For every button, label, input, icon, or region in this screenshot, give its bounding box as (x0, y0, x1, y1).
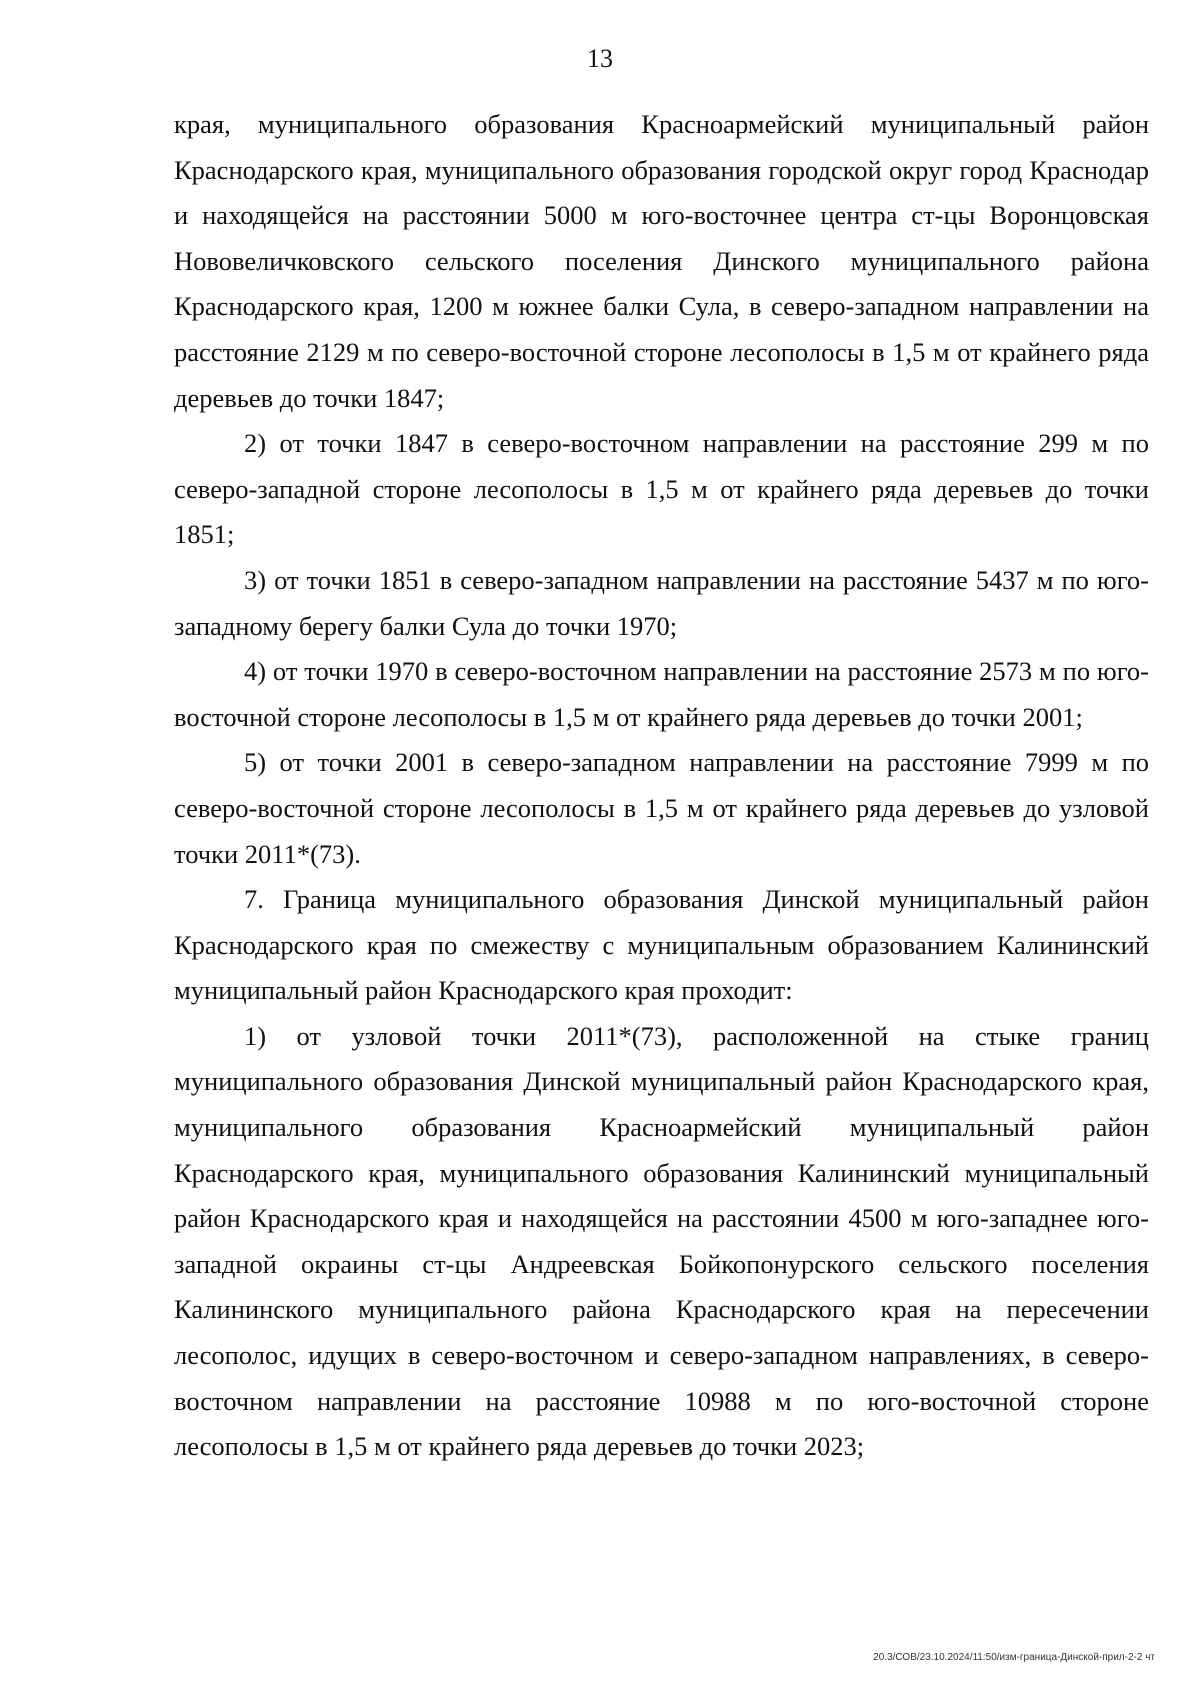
paragraph-item-3: 3) от точки 1851 в северо-западном направлении на расстояние 5437 м по юго-западному берегу балки Сула до точки 1970; (174, 564, 1149, 641)
paragraph-section-7-item-1: 1) от узловой точки 2011*(73), расположенной на стыке границ муниципального образования Динской муниципальный район Краснодарского края, муниципального образования Красноармейский муниципальный район Краснодарского края, муниципального образования Калининский муниципальный район Краснодарского края и находящейся на расстоянии 4500 м юго-западнее юго-западной окраины ст-цы Андреевская Бойкопонурского сельского поселения Калининского муниципального района Краснодарского края на пересечении лесополос, идущих в северо-восточном и северо-западном направлениях, в северо-восточном направлении на расстояние 10988 м по юго-восточной стороне лесополосы в 1,5 м от крайнего ряда деревьев до точки 2023; (174, 1020, 1149, 1462)
document-body (174, 102, 1149, 1470)
paragraph-item-5: 5) от точки 2001 в северо-западном направлении на расстояние 7999 м по северо-восточной стороне лесополосы в 1,5 м от крайнего ряда деревьев до узловой точки 2011*(73). (174, 747, 1149, 869)
footer-document-code: 20.3/СОВ/23.10.2024/11:50/изм-граница-Динской-прил-2-2 чт (873, 1652, 1155, 1663)
paragraph-section-7: 7. Граница муниципального образования Динской муниципальный район Краснодарского края по смежеству с муниципальным образованием Калининский муниципальный район Краснодарского края проходит: (174, 884, 1149, 1006)
paragraph-item-4: 4) от точки 1970 в северо-восточном направлении на расстояние 2573 м по юго-восточной стороне лесополосы в 1,5 м от крайнего ряда деревьев до точки 2001; (174, 656, 1149, 732)
page-number: 13 (587, 44, 613, 73)
paragraph-continuation: края, муниципального образования Красноармейский муниципальный район Краснодарского края, муниципального образования городской округ город Краснодар и находящейся на расстоянии 5000 м юго-восточнее центра ст-цы Воронцовская Нововеличковского сельского поселения Динского муниципального района Краснодарского края, 1200 м южнее балки Сула, в северо-западном направлении на расстояние 2129 м по северо-восточной стороне лесополосы в 1,5 м от крайнего ряда деревьев до точки 1847; (174, 109, 1149, 413)
paragraph-item-2: 2) от точки 1847 в северо-восточном направлении на расстояние 299 м по северо-западной стороне лесополосы в 1,5 м от крайнего ряда деревьев до точки 1851; (174, 428, 1149, 550)
